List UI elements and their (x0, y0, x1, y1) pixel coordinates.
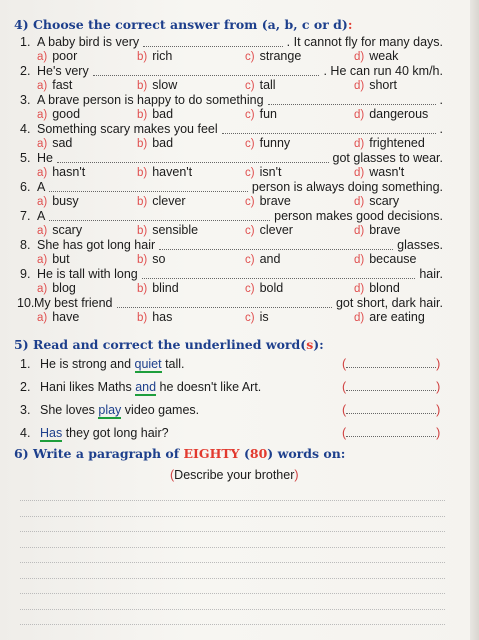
answer-blank-line[interactable] (159, 249, 393, 250)
option-text: hasn't (52, 165, 86, 179)
item-number: 1. (20, 357, 31, 371)
open-paren: ( (342, 403, 347, 417)
question-4 (20, 122, 443, 137)
correction-item-1 (20, 357, 185, 371)
option-c[interactable] (245, 252, 280, 266)
option-b[interactable] (137, 281, 179, 295)
option-letter: b) (137, 283, 148, 295)
option-letter: d) (354, 138, 365, 150)
option-letter: c) (245, 254, 255, 266)
option-a[interactable] (37, 281, 76, 295)
option-text: so (152, 252, 166, 266)
option-letter: a) (37, 312, 48, 324)
answer-options (37, 165, 447, 180)
option-letter: c) (245, 312, 255, 324)
writing-line[interactable] (20, 624, 445, 625)
question-number: 1. (20, 35, 31, 49)
answer-blank-line[interactable] (222, 133, 436, 134)
close-paren: ) (436, 403, 441, 417)
option-letter: d) (354, 283, 365, 295)
section-5-heading: 5) Read and correct the underlined word(s): (14, 337, 324, 352)
section-4-heading: 4) Choose the correct answer from (a, b, c or d): (14, 17, 353, 32)
answer-options (37, 49, 447, 64)
underlined-word: quiet (134, 357, 162, 371)
option-letter: b) (137, 109, 148, 121)
question-10 (17, 296, 443, 311)
option-text: have (52, 310, 80, 324)
answer-blank-line[interactable] (143, 46, 283, 47)
option-a[interactable] (37, 223, 82, 237)
answer-blank[interactable] (342, 403, 440, 417)
question-number: 8. (20, 238, 31, 252)
question-text-end: . (439, 122, 443, 136)
option-c[interactable] (245, 78, 276, 92)
answer-blank-line[interactable] (49, 191, 248, 192)
option-text: weak (369, 49, 399, 63)
option-text: good (52, 107, 81, 121)
answer-options (37, 223, 447, 238)
option-letter: b) (137, 254, 148, 266)
option-b[interactable] (137, 223, 198, 237)
option-letter: b) (137, 138, 148, 150)
option-text: bad (152, 136, 174, 150)
option-d[interactable] (354, 107, 428, 121)
answer-blank-line[interactable] (93, 75, 319, 76)
question-7 (20, 209, 443, 224)
blank-line[interactable] (346, 404, 436, 414)
correction-item-4 (20, 426, 169, 440)
answer-blank[interactable] (342, 426, 440, 440)
option-c[interactable] (245, 49, 301, 63)
question-text-end: got glasses to wear. (332, 151, 443, 165)
close-paren: ) (436, 357, 441, 371)
option-letter: d) (354, 80, 365, 92)
option-a[interactable] (37, 165, 85, 179)
answer-options (37, 194, 447, 209)
option-text: has (152, 310, 173, 324)
question-text-end: glasses. (397, 238, 443, 252)
open-paren: ( (342, 380, 347, 394)
option-text: busy (52, 194, 79, 208)
option-letter: b) (137, 196, 148, 208)
writing-line[interactable] (20, 500, 445, 501)
writing-line[interactable] (20, 578, 445, 579)
option-c[interactable] (245, 107, 277, 121)
answer-blank-line[interactable] (142, 278, 415, 279)
option-b[interactable] (137, 194, 186, 208)
option-text: slow (152, 78, 178, 92)
option-letter: d) (354, 254, 365, 266)
option-letter: d) (354, 312, 365, 324)
option-letter: c) (245, 196, 255, 208)
option-text: but (52, 252, 70, 266)
answer-blank[interactable] (342, 357, 440, 371)
option-d[interactable] (354, 281, 400, 295)
question-1 (20, 35, 443, 50)
writing-line[interactable] (20, 609, 445, 610)
option-letter: b) (137, 167, 148, 179)
item-text-end: video games. (121, 403, 200, 417)
question-text-start: A baby bird is very (37, 35, 140, 49)
option-b[interactable] (137, 78, 177, 92)
question-text-start: My best friend (34, 296, 113, 310)
option-text: strange (259, 49, 302, 63)
option-c[interactable] (245, 310, 269, 324)
option-c[interactable] (245, 223, 293, 237)
writing-line[interactable] (20, 516, 445, 517)
option-text: bad (152, 107, 174, 121)
option-text: is (259, 310, 269, 324)
option-letter: a) (37, 51, 48, 63)
item-number: 2. (20, 380, 31, 394)
option-text: frightened (369, 136, 425, 150)
option-letter: a) (37, 196, 48, 208)
option-letter: d) (354, 196, 365, 208)
question-text-start: A (37, 180, 46, 194)
option-text: fast (52, 78, 73, 92)
option-a[interactable] (37, 194, 79, 208)
option-text: clever (259, 223, 293, 237)
option-letter: b) (137, 225, 148, 237)
question-text-end: . (439, 93, 443, 107)
option-letter: d) (354, 225, 365, 237)
answer-options (37, 107, 447, 122)
question-number: 5. (20, 151, 31, 165)
option-letter: a) (37, 225, 48, 237)
answer-options (37, 310, 447, 325)
option-b[interactable] (137, 165, 192, 179)
option-text: blond (369, 281, 400, 295)
option-b[interactable] (137, 49, 172, 63)
writing-line[interactable] (20, 547, 445, 548)
option-letter: b) (137, 51, 148, 63)
answer-options (37, 78, 447, 93)
question-text-end: person makes good decisions. (274, 209, 443, 223)
option-b[interactable] (137, 136, 173, 150)
question-3 (20, 93, 443, 108)
option-letter: a) (37, 138, 48, 150)
underlined-word: and (135, 380, 157, 394)
option-d[interactable] (354, 165, 404, 179)
option-text: clever (152, 194, 186, 208)
question-text-end: hair. (419, 267, 443, 281)
option-text: rich (152, 49, 173, 63)
answer-blank-line[interactable] (49, 220, 270, 221)
question-text-end: got short, dark hair. (335, 296, 443, 310)
option-letter: a) (37, 80, 48, 92)
option-a[interactable] (37, 136, 72, 150)
item-text-start: She loves (40, 403, 99, 417)
question-number: 2. (20, 64, 31, 78)
paragraph-prompt: (Describe your brother) (170, 468, 299, 482)
option-a[interactable] (37, 49, 77, 63)
option-b[interactable] (137, 107, 173, 121)
option-letter: c) (245, 109, 255, 121)
question-number: 6. (20, 180, 31, 194)
question-text-start: She has got long hair (37, 238, 156, 252)
question-text-start: He is tall with long (37, 267, 138, 281)
option-c[interactable] (245, 136, 290, 150)
answer-options (37, 281, 447, 296)
writing-line[interactable] (20, 593, 445, 594)
question-8 (20, 238, 443, 253)
option-text: because (369, 252, 417, 266)
item-text-end: they got long hair? (62, 426, 169, 440)
answer-blank-line[interactable] (268, 104, 436, 105)
option-d[interactable] (354, 136, 425, 150)
option-letter: c) (245, 51, 255, 63)
underlined-word: play (98, 403, 122, 417)
question-text-end: . It cannot fly for many days. (286, 35, 443, 49)
question-text-start: A brave person is happy to do something (37, 93, 264, 107)
option-a[interactable] (37, 252, 70, 266)
option-text: funny (259, 136, 291, 150)
answer-options (37, 136, 447, 151)
close-paren: ) (436, 426, 441, 440)
option-text: sad (52, 136, 73, 150)
item-number: 3. (20, 403, 31, 417)
writing-line[interactable] (20, 562, 445, 563)
question-text-start: Something scary makes you feel (37, 122, 218, 136)
item-text-start: He is strong and (40, 357, 135, 371)
option-letter: a) (37, 167, 48, 179)
question-text-end: person is always doing something. (251, 180, 443, 194)
open-paren: ( (342, 426, 347, 440)
blank-line[interactable] (346, 427, 436, 437)
answer-options (37, 252, 447, 267)
option-text: dangerous (369, 107, 429, 121)
option-text: bold (259, 281, 284, 295)
section-6-heading: 6) Write a paragraph of EIGHTY (80) words on: (14, 446, 346, 461)
option-text: fun (259, 107, 277, 121)
option-letter: b) (137, 312, 148, 324)
option-letter: c) (245, 80, 255, 92)
option-c[interactable] (245, 165, 281, 179)
answer-blank[interactable] (342, 380, 440, 394)
writing-line[interactable] (20, 531, 445, 532)
option-a[interactable] (37, 78, 72, 92)
page-edge-shadow (470, 0, 479, 640)
option-letter: d) (354, 109, 365, 121)
option-d[interactable] (354, 310, 425, 324)
option-d[interactable] (354, 252, 417, 266)
option-text: brave (259, 194, 291, 208)
question-2 (20, 64, 443, 79)
question-text-start: A (37, 209, 46, 223)
option-d[interactable] (354, 78, 397, 92)
question-text-start: He (37, 151, 53, 165)
question-text-end: . He can run 40 km/h. (323, 64, 443, 78)
option-letter: c) (245, 138, 255, 150)
blank-line[interactable] (346, 381, 436, 391)
question-number: 3. (20, 93, 31, 107)
item-number: 4. (20, 426, 31, 440)
question-number: 10. (17, 296, 35, 310)
option-letter: a) (37, 283, 48, 295)
question-number: 9. (20, 267, 31, 281)
option-b[interactable] (137, 310, 172, 324)
option-letter: c) (245, 167, 255, 179)
option-d[interactable] (354, 194, 399, 208)
question-number: 7. (20, 209, 31, 223)
question-text-start: He's very (37, 64, 89, 78)
option-text: isn't (259, 165, 282, 179)
option-a[interactable] (37, 310, 79, 324)
option-text: tall (259, 78, 276, 92)
question-9 (20, 267, 443, 282)
option-d[interactable] (354, 223, 401, 237)
option-text: blind (152, 281, 179, 295)
option-letter: d) (354, 51, 365, 63)
close-paren: ) (436, 380, 441, 394)
option-c[interactable] (245, 281, 283, 295)
option-c[interactable] (245, 194, 291, 208)
correction-item-2 (20, 380, 261, 394)
option-text: and (259, 252, 281, 266)
option-text: haven't (152, 165, 193, 179)
open-paren: ( (342, 357, 347, 371)
answer-blank-line[interactable] (117, 307, 332, 308)
answer-blank-line[interactable] (57, 162, 329, 163)
option-letter: a) (37, 109, 48, 121)
option-a[interactable] (37, 107, 80, 121)
option-text: scary (52, 223, 83, 237)
underlined-word: Has (40, 426, 63, 440)
option-letter: d) (354, 167, 365, 179)
question-6 (20, 180, 443, 195)
blank-line[interactable] (346, 358, 436, 368)
option-letter: a) (37, 254, 48, 266)
option-b[interactable] (137, 252, 165, 266)
question-5 (20, 151, 443, 166)
option-text: sensible (152, 223, 199, 237)
option-text: brave (369, 223, 401, 237)
item-text-end: tall. (161, 357, 185, 371)
option-d[interactable] (354, 49, 398, 63)
item-text-start: Hani likes Maths (40, 380, 136, 394)
question-number: 4. (20, 122, 31, 136)
option-text: poor (52, 49, 78, 63)
correction-item-3 (20, 403, 199, 417)
option-text: scary (369, 194, 400, 208)
option-letter: c) (245, 225, 255, 237)
option-letter: b) (137, 80, 148, 92)
option-text: blog (52, 281, 76, 295)
option-text: are eating (369, 310, 425, 324)
item-text-end: he doesn't like Art. (156, 380, 262, 394)
option-text: short (369, 78, 398, 92)
option-letter: c) (245, 283, 255, 295)
option-text: wasn't (369, 165, 405, 179)
